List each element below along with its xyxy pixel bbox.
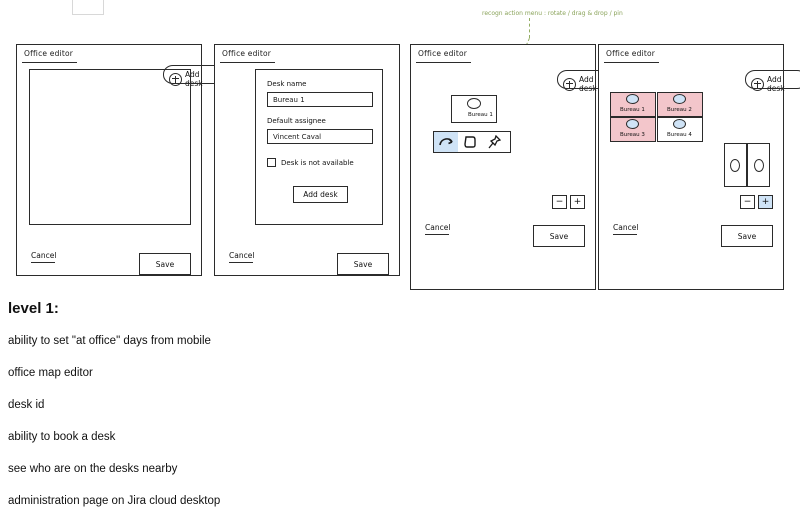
add-desk-button[interactable] xyxy=(563,75,597,93)
add-desk-form-panel xyxy=(255,69,383,225)
drag-drop-icon[interactable] xyxy=(458,132,482,152)
add-desk-button[interactable] xyxy=(751,75,785,93)
title-underline xyxy=(604,62,659,63)
cancel-underline xyxy=(229,262,253,263)
desk-seat-icon xyxy=(673,94,686,104)
add-desk-label: Add desk xyxy=(767,75,785,93)
cancel-underline xyxy=(613,234,637,235)
desk-label: Bureau 1 xyxy=(620,107,645,113)
frame-title: Office editor xyxy=(606,49,656,58)
paper-edge xyxy=(72,0,104,15)
desk-label: Bureau 3 xyxy=(620,132,645,138)
desk-label: Bureau 4 xyxy=(667,132,692,138)
cancel-link[interactable]: Cancel xyxy=(31,251,57,260)
note-item: ability to set "at office" days from mobile xyxy=(8,335,211,347)
desk-name-input[interactable]: Bureau 1 xyxy=(267,92,373,107)
desk-context-toolbar[interactable] xyxy=(433,131,511,153)
save-button[interactable] xyxy=(337,253,389,275)
wireframe-screen-4 xyxy=(598,44,784,290)
save-label: Save xyxy=(737,231,757,241)
default-assignee-label: Default assignee xyxy=(267,117,326,125)
default-assignee-input[interactable]: Vincent Caval xyxy=(267,129,373,144)
zoom-out-button[interactable]: − xyxy=(740,195,755,209)
wireframe-screen-3 xyxy=(410,44,596,290)
rotate-icon[interactable] xyxy=(434,132,458,152)
add-desk-submit-button[interactable] xyxy=(293,186,348,203)
cancel-link[interactable]: Cancel xyxy=(229,251,255,260)
desk-label: Bureau 1 xyxy=(468,112,493,118)
desk-unavailable-checkbox-row[interactable] xyxy=(267,158,354,167)
desk-seat-icon xyxy=(626,94,639,104)
notes-heading: level 1: xyxy=(8,300,59,317)
rotate-icon-glyph xyxy=(438,135,455,149)
save-label: Save xyxy=(155,259,175,269)
desk-seat-icon xyxy=(730,159,740,172)
plus-icon xyxy=(563,78,576,91)
notes-section xyxy=(8,300,788,527)
zoom-out-button[interactable]: − xyxy=(552,195,567,209)
note-item: see who are on the desks nearby xyxy=(8,463,178,475)
desk-label: Bureau 2 xyxy=(667,107,692,113)
note-item: ability to book a desk xyxy=(8,431,116,443)
add-desk-label: Add desk xyxy=(579,75,597,93)
title-underline xyxy=(220,62,275,63)
frame-title: Office editor xyxy=(222,49,272,58)
desk-seat-icon xyxy=(673,119,686,129)
pin-icon[interactable] xyxy=(482,132,506,152)
wireframe-screen-1 xyxy=(16,44,202,276)
annotation-leader-line xyxy=(529,18,530,38)
pin-icon-glyph xyxy=(488,135,501,150)
desk-name-label: Desk name xyxy=(267,80,307,88)
wireframe-screen-2 xyxy=(214,44,400,276)
checkbox-icon[interactable] xyxy=(267,158,276,167)
zoom-in-button[interactable]: + xyxy=(570,195,585,209)
frame-title: Office editor xyxy=(24,49,74,58)
desk-seat-icon xyxy=(467,98,481,109)
cancel-underline xyxy=(425,234,449,235)
save-label: Save xyxy=(353,259,373,269)
cancel-underline xyxy=(31,262,55,263)
save-button[interactable] xyxy=(139,253,191,275)
add-desk-submit-label: Add desk xyxy=(303,190,338,199)
save-button[interactable] xyxy=(533,225,585,247)
cancel-link[interactable]: Cancel xyxy=(613,223,639,232)
cancel-link[interactable]: Cancel xyxy=(425,223,451,232)
add-desk-label: Add desk xyxy=(185,70,203,88)
drag-drop-icon-glyph xyxy=(463,135,477,149)
title-underline xyxy=(416,62,471,63)
plus-icon xyxy=(751,78,764,91)
desk-seat-icon xyxy=(754,159,764,172)
office-map-area[interactable] xyxy=(29,69,191,225)
note-item: office map editor xyxy=(8,367,93,379)
save-button[interactable] xyxy=(721,225,773,247)
zoom-in-button[interactable]: + xyxy=(758,195,773,209)
desk-unavailable-label: Desk is not available xyxy=(281,158,354,167)
note-item: administration page on Jira cloud desktop xyxy=(8,495,221,507)
note-item: desk id xyxy=(8,399,45,411)
title-underline xyxy=(22,62,77,63)
annotation-text: recogn action menu : rotate / drag & drop / pin xyxy=(482,10,623,17)
desk-seat-icon xyxy=(626,119,639,129)
frame-title: Office editor xyxy=(418,49,468,58)
save-label: Save xyxy=(549,231,569,241)
